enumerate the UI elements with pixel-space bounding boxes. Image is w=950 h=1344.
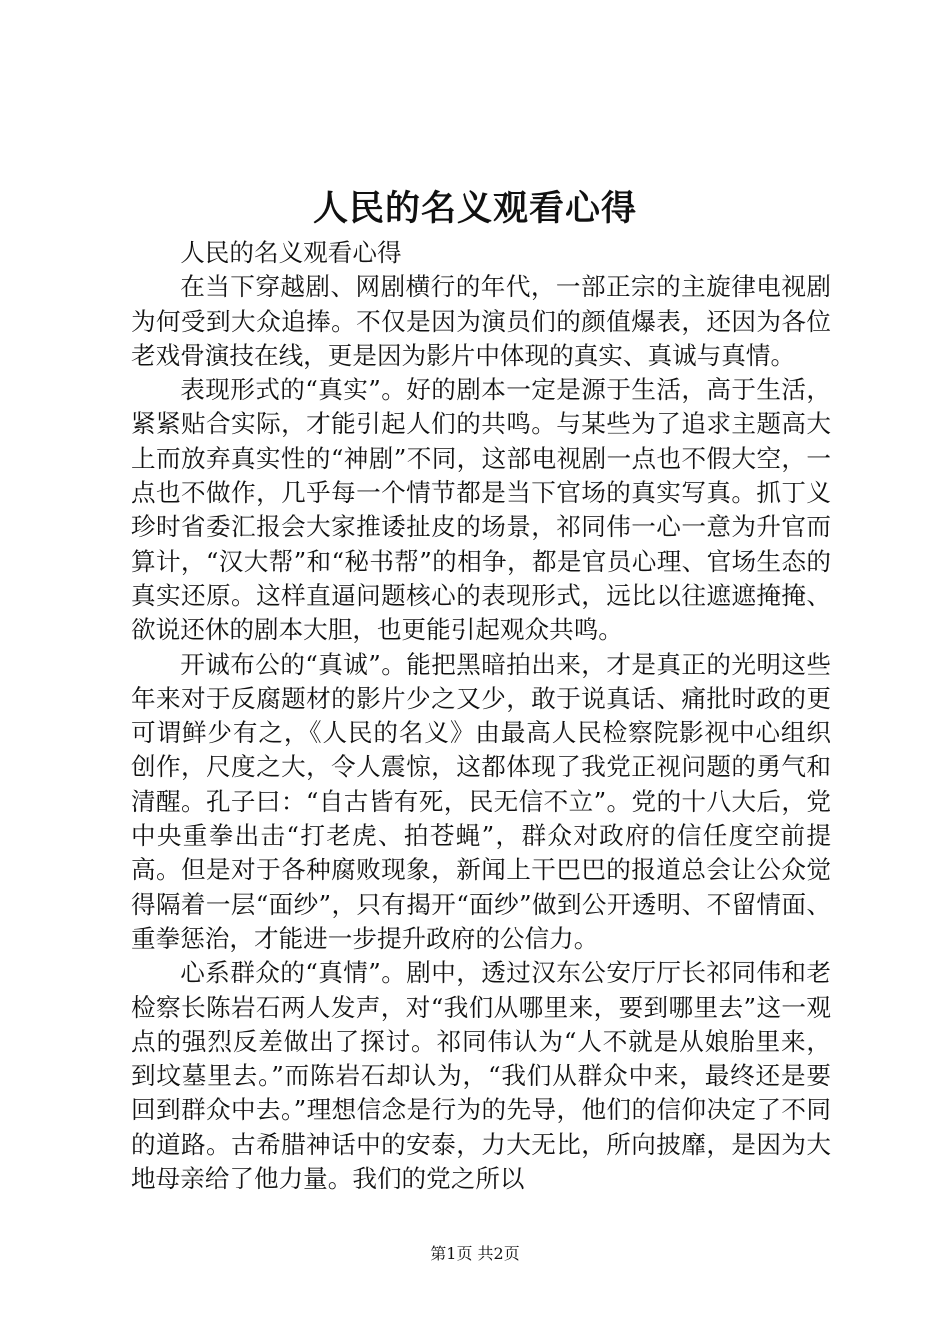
body-paragraph-intro: 在当下穿越剧、网剧横行的年代，一部正宗的主旋律电视剧为何受到大众追捧。不仅是因为演员们的颜值爆表，还因为各位老戏骨演技在线，更是因为影片中体现的真实、真诚与真情。: [131, 272, 831, 370]
body-paragraph-sincerity: 开诚布公的“真诚”。能把黑暗拍出来，才是真正的光明这些年来对于反腐题材的影片少之又少，敢于说真话、痛批时政的更可谓鲜少有之，《人民的名义》由最高人民检察院影视中心组织创作，尺度之大，令人震惊，这都体现了我党正视问题的勇气和清醒。孔子曰：“自古皆有死，民无信不立”。党的十八大后，党中央重拳出击“打老虎、拍苍蝇”，群众对政府的信任度空前提高。但是对于各种腐败现象，新闻上干巴巴的报道总会让公众觉得隔着一层“面纱”，只有揭开“面纱”做到公开透明、不留情面、重拳惩治，才能进一步提升政府的公信力。: [131, 649, 831, 953]
page-number-indicator: 第1页 共2页: [430, 1244, 520, 1263]
document-title: 人民的名义观看心得: [312, 188, 637, 229]
page-footer: [0, 1243, 950, 1265]
body-paragraph-affection: 心系群众的“真情”。剧中，透过汉东公安厅厅长祁同伟和老检察长陈岩石两人发声，对“我们从哪里来，要到哪里去”这一观点的强烈反差做出了探讨。祁同伟认为“人不就是从娘胎里来，到坟墓里去。”而陈岩石却认为，“我们从群众中来，最终还是要回到群众中去。”理想信念是行为的先导，他们的信仰决定了不同的道路。古希腊神话中的安泰，力大无比，所向披靡，是因为大地母亲给了他力量。我们的党之所以: [131, 958, 831, 1194]
body-paragraph-subtitle: 人民的名义观看心得: [180, 238, 402, 267]
document-body: [131, 236, 831, 1196]
body-paragraph-truth: 表现形式的“真实”。好的剧本一定是源于生活，高于生活，紧紧贴合实际，才能引起人们的共鸣。与某些为了追求主题高大上而放弃真实性的“神剧”不同，这部电视剧一点也不假大空，一点也不做作，几乎每一个情节都是当下官场的真实写真。抓丁义珍时省委汇报会大家推诿扯皮的场景，祁同伟一心一意为升官而算计，“汉大帮”和“秘书帮”的相争，都是官员心理、官场生态的真实还原。这样直逼问题核心的表现形式，远比以往遮遮掩掩、欲说还休的剧本大胆，也更能引起观众共鸣。: [131, 375, 831, 645]
